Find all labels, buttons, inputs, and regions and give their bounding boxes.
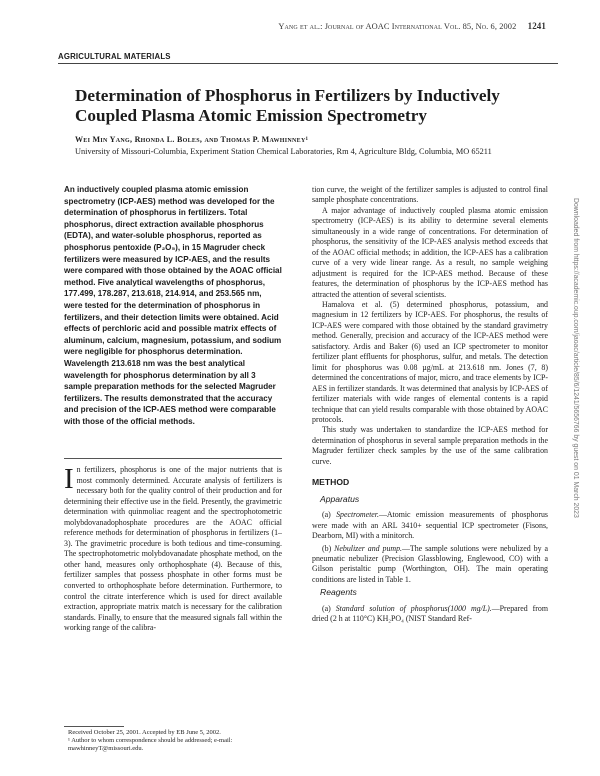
intro-text: n fertilizers, phosphorus is one of the major nutrients that is most commonly determined. Accurate analysis of fertilizers is necessary both for the quality control of their production and for determining their effective use in the field. Presently, the gravimetric determination with quinmoliac reagent and the spectrophotometric molybdovanadophosphate procedures are the AOAC official reference methods for determination of phosphorus in fertilizers (1–3). The gravimetric procedure is both tedious and time-consuming. The spectrophotometric molybdovanadate phosphate method, on the other hand, measures only orthophosphate (4). Because of this, fertilizer samples that possess phosphate in other forms must be converted to orthophosphate before determination. Furthermore, to control the citrate interference which is used for direct available extraction, appropriate matrix match is necessary for the calibration standards. Finally, to ensure that the measured signals fall within the working range of the calibra-	[64, 465, 282, 633]
paragraph: tion curve, the weight of the fertilizer samples is adjusted to control final sample phosphate concentrations.	[312, 185, 548, 205]
footnotes	[68, 729, 278, 754]
footnote-rule	[64, 726, 124, 727]
paragraph: This study was undertaken to standardize the ICP-AES method for determination of phosphorus in several sample preparation methods in the Magruder fertilizer check samples by the use of the same calibration curve.	[312, 425, 548, 466]
correspondence-note: ¹ Author to whom correspondence should be addressed; e-mail: mawhinneyT@missouri.edu.	[68, 737, 233, 753]
abstract-rule	[64, 458, 282, 459]
item-label: (a)	[322, 603, 331, 613]
running-head-text: Yang et al.: Journal of AOAC International Vol. 85, No. 6, 2002	[278, 22, 517, 31]
download-watermark: Downloaded from https://academic.oup.com/jaoac/article/85/6/1241/5656766 by guest on 01 March 2023	[572, 198, 579, 518]
right-column	[312, 185, 548, 625]
item-text: —Prepared from dried (2 h at 110°C) KH₂PO₄ (NIST Standard Ref-	[312, 603, 548, 624]
item-title: Spectrometer.	[336, 510, 379, 520]
item-label: (a)	[322, 510, 331, 520]
abstract: An inductively coupled plasma atomic emission spectrometry (ICP-AES) method was developed for the determination of phosphorus in fertilizers. Total phosphorus, direct extraction available phosphorus (EDTA), and water-soluble phosphorus, reported as phosphorus pentoxide (P₂O₅), in 15 Magruder check fertilizers were measured by ICP-AES, and the results were compared with those obtained by the AOAC official method. Five analytical wavelengths of phosphorus, 177.499, 178.287, 213.618, 214.914, and 253.565 nm, were tested for the determination of phosphorus in fertilizers, and their detection limits were obtained. Acid effects of perchloric acid and possible matrix effects of aluminum, calcium, magnesium, potassium, and sodium were negligible for phosphorus determination. Wavelength 213.618 nm was the best analytical wavelength for phosphorus determination by all 3 sample preparation methods for the selected Magruder fertilizers. The results demonstrated that the accuracy and precision of the ICP-AES method were comparable with those of the official methods.	[64, 185, 282, 426]
reagents-heading: Reagents	[320, 587, 357, 598]
introduction	[64, 465, 282, 634]
paragraph: A major advantage of inductively coupled plasma atomic emission spectrometry (ICP-AES) is its ability to determine several elements simultaneously in a wide range of concentrations. For determination of phosphorus, the sensitivity of the ICP-AES analysis method exceeds that of the AOAC official methods; in addition, the ICP-AES has a calibration curve of a very wide linear range. As a result, no sample weighing adjustment is required for the ICP-AES method. Because of these features, the determination of phosphorus by the ICP-AES method has attracted the attention of several scientists.	[312, 205, 548, 299]
item-text: —The sample solutions were nebulized by a pneumatic nebulizer (Precision Glassblowing, Englewood, CO) with a Gilson peristaltic pump (Worthington, OH). The main operating conditions are listed in Table 1.	[312, 543, 548, 584]
section-label: AGRICULTURAL MATERIALS	[58, 52, 171, 61]
apparatus-item-a	[312, 510, 548, 541]
item-label: (b)	[322, 543, 332, 553]
article-title: Determination of Phosphorus in Fertilizers by Inductively Coupled Plasma Atomic Emission Spectrometry	[75, 86, 500, 125]
apparatus-heading: Apparatus	[320, 493, 360, 504]
paragraph: Hamalova et al. (5) determined phosphorus, potassium, and magnesium in 12 fertilizers by ICP-AES. For phosphorus, the results of ICP-AES were compared with those obtained by the standard gravimetry method. Generally, precision and accuracy of the ICP-AES method were satisfactory. Ardis and Baker (6) used an ICP spectrometer to monitor fertilizer plant effluents for phosphorus, sulfur, and metals. The detection limit for phosphorus was 0.08 µg/mL at 213.618 nm. Jones (7, 8) determined the concentrations of major, micro, and trace elements by ICP-AES in fertilizer standards. It was determined that analysis by ICP-AES of fertilizer materials with wide ranges of elemental contents is a rapid technique that can yield results comparable with those obtained by AOAC protocols.	[312, 299, 548, 424]
authors: Wei Min Yang, Rhonda L. Boles, and Thomas P. Mawhinney¹	[75, 135, 309, 144]
item-text: —Atomic emission measurements of phosphorus were made with an ARL 3410+ sequential ICP spectrometer (Fisons, Dearborn, MI) with a minitorch.	[312, 510, 548, 541]
running-head	[278, 21, 546, 31]
apparatus-item-b	[312, 544, 548, 586]
page-number: 1241	[527, 21, 546, 31]
received-note: Received October 25, 2001. Accepted by EB June 5, 2002.	[68, 729, 221, 736]
item-title: Nebulizer and pump.	[334, 543, 403, 553]
reagents-item-a	[312, 604, 548, 625]
item-title: Standard solution of phosphorus(1000 mg/L).	[335, 603, 492, 613]
affiliation: University of Missouri-Columbia, Experiment Station Chemical Laboratories, Rm 4, Agriculture Bldg, Columbia, MO 65211	[75, 147, 492, 156]
method-heading: METHOD	[312, 477, 350, 488]
header-rule	[58, 63, 558, 64]
drop-cap: I	[64, 463, 74, 495]
